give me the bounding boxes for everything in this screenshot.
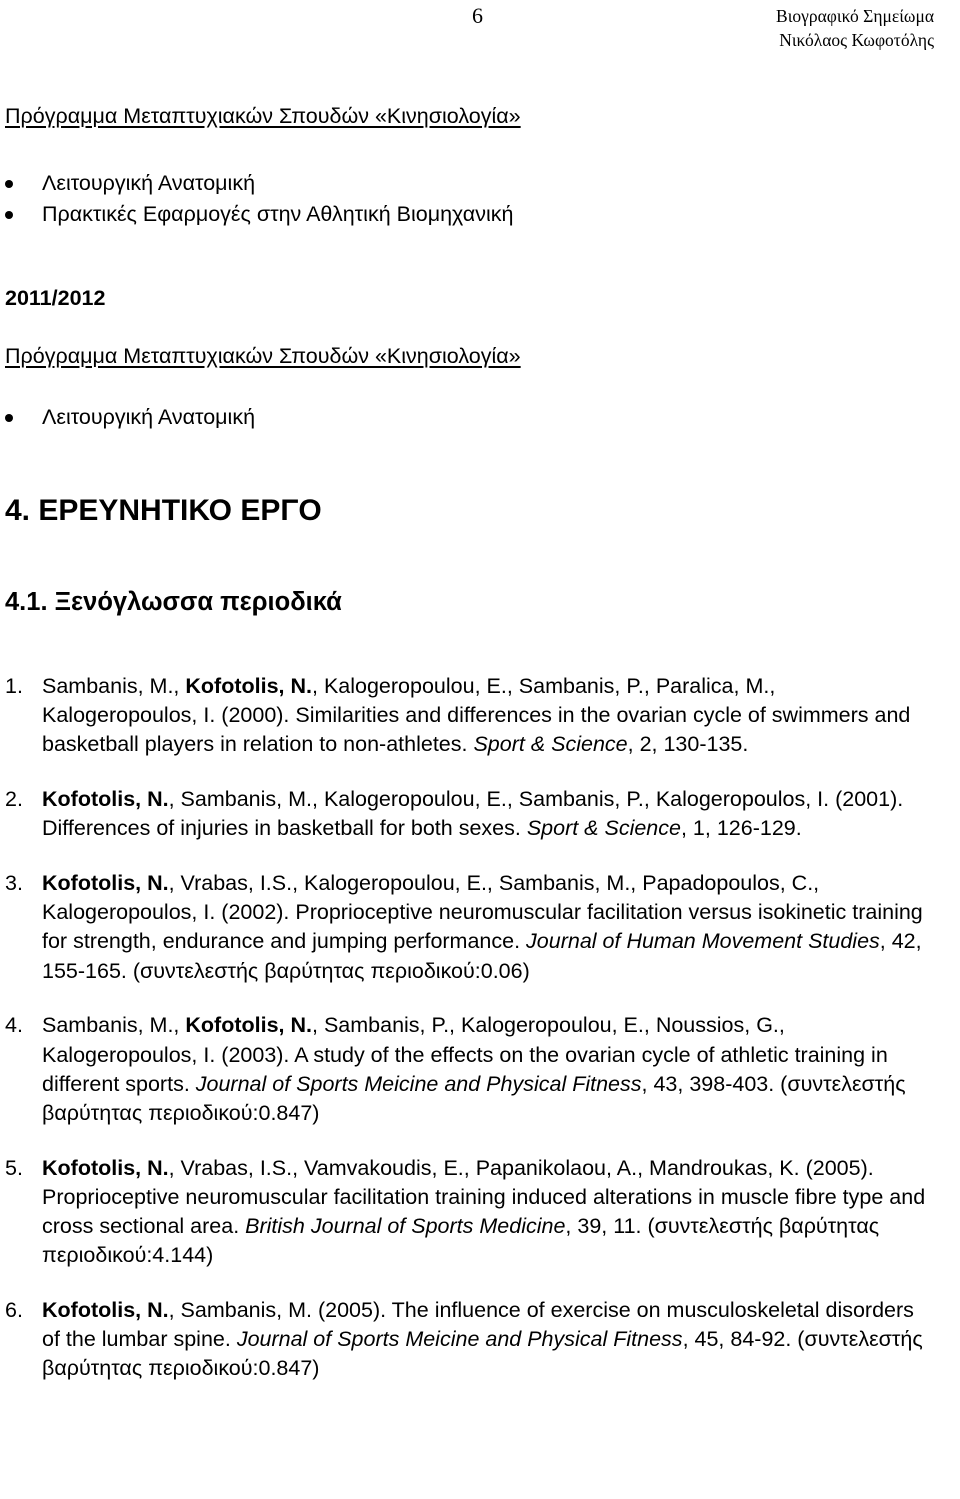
bullet-icon <box>5 180 13 188</box>
reference-journal: British Journal of Sports Medicine <box>245 1214 566 1239</box>
page-number: 6 <box>472 3 483 28</box>
reference-body: , Vrabas, I.S., Vamvakoudis, E., Papanikolaou, A., Mandroukas, K. (2005). Proprioceptive neuromuscular facilitation training induced alterations in muscle fibre type and cross sectional area. <box>42 1155 926 1239</box>
program-title-a: Πρόγραμμα Μεταπτυχιακών Σπουδών «Κινησιολογία» <box>5 104 521 128</box>
reference-tail: , 2, 130-135. <box>627 732 749 757</box>
reference-number: 6. <box>5 1297 23 1322</box>
course-label: Λειτουργική Ανατομική <box>42 405 256 429</box>
reference-number: 2. <box>5 787 23 812</box>
reference-list <box>5 672 935 1409</box>
reference-number: 4. <box>5 1013 23 1038</box>
reference-author-highlight: Kofotolis, N. <box>42 787 169 812</box>
reference-author-highlight: Kofotolis, N. <box>42 871 169 896</box>
bullet-icon <box>5 414 13 422</box>
reference-tail: , 1, 126-129. <box>680 816 802 841</box>
reference-author-highlight: Kofotolis, N. <box>42 1297 169 1322</box>
running-header <box>776 4 934 52</box>
reference-item <box>5 869 935 986</box>
reference-item <box>5 1154 935 1271</box>
reference-journal: Journal of Sports Meicine and Physical Fitness <box>195 1071 642 1096</box>
reference-tail: , 43, 398-403. (συντελεστής βαρύτητας περιοδικού:0.847) <box>42 1071 906 1125</box>
reference-item <box>5 672 935 760</box>
course-label: Πρακτικές Εφαρμογές στην Αθλητική Βιομηχανική <box>42 202 514 226</box>
reference-item <box>5 785 935 843</box>
reference-author-highlight: Kofotolis, N. <box>185 1013 312 1038</box>
reference-body: , Sambanis, P., Kalogeropoulou, E., Noussios, G., Kalogeropoulos, I. (2003). A study of the effects on the ovarian cycle of athletic training in different sports. <box>42 1013 888 1096</box>
reference-journal: Journal of Sports Meicine and Physical Fitness <box>236 1327 683 1352</box>
section-title: 4. ΕΡΕΥΝΗΤΙΚΟ ΕΡΓΟ <box>5 494 322 527</box>
course-item <box>5 199 513 230</box>
reference-journal: Sport & Science <box>473 732 628 757</box>
course-item <box>5 168 513 199</box>
reference-authors-pre: Sambanis, M., <box>42 674 186 698</box>
reference-journal: Sport & Science <box>526 816 681 841</box>
reference-number: 1. <box>5 674 23 698</box>
reference-tail: , 39, 11. (συντελεστής βαρύτητας περιοδικού:4.144) <box>42 1214 880 1268</box>
course-item <box>5 402 255 433</box>
reference-journal: Journal of Human Movement Studies <box>526 929 880 954</box>
running-title-line1: Βιογραφικό Σημείωμα <box>776 6 934 26</box>
reference-body: , Sambanis, M. (2005). The influence of exercise on musculoskeletal disorders of the lumbar spine. <box>42 1297 914 1352</box>
reference-tail: , 42, 155-165. (συντελεστής βαρύτητας περιοδικού:0.06) <box>42 929 922 983</box>
reference-author-highlight: Kofotolis, N. <box>42 1155 169 1180</box>
academic-year: 2011/2012 <box>5 286 106 310</box>
running-title-line2: Νικόλαος Κωφοτόλης <box>779 30 934 50</box>
reference-authors-pre: Sambanis, M., <box>42 1013 186 1038</box>
reference-item <box>5 1011 935 1128</box>
subsection-title: 4.1. Ξενόγλωσσα περιοδικά <box>5 588 342 616</box>
course-list-a <box>5 168 513 230</box>
bullet-icon <box>5 211 13 219</box>
reference-number: 3. <box>5 871 23 896</box>
reference-author-highlight: Kofotolis, N. <box>185 674 312 698</box>
reference-number: 5. <box>5 1155 23 1180</box>
reference-tail: , 45, 84-92. (συντελεστής βαρύτητας περιοδικού:0.847) <box>42 1327 923 1381</box>
course-label: Λειτουργική Ανατομική <box>42 171 256 195</box>
reference-body: , Sambanis, M., Kalogeropoulou, E., Sambanis, P., Kalogeropoulos, I. (2001). Differences of injuries in basketball for both sexes. <box>42 787 904 841</box>
program-title-b: Πρόγραμμα Μεταπτυχιακών Σπουδών «Κινησιολογία» <box>5 344 521 368</box>
course-list-b <box>5 402 255 433</box>
reference-body: , Kalogeropoulou, E., Sambanis, P., Paralica, M., Kalogeropoulos, I. (2000). Similarities and differences in the ovarian cycle of swimmers and basketball players in relation to non-athletes. <box>42 674 911 757</box>
reference-item <box>5 1296 935 1384</box>
reference-body: , Vrabas, I.S., Kalogeropoulou, E., Sambanis, M., Papadopoulos, C., Kalogeropoulos, I. (2002). Proprioceptive neuromuscular facilitation versus isokinetic training for strength, endurance and jumping performance. <box>42 871 923 954</box>
